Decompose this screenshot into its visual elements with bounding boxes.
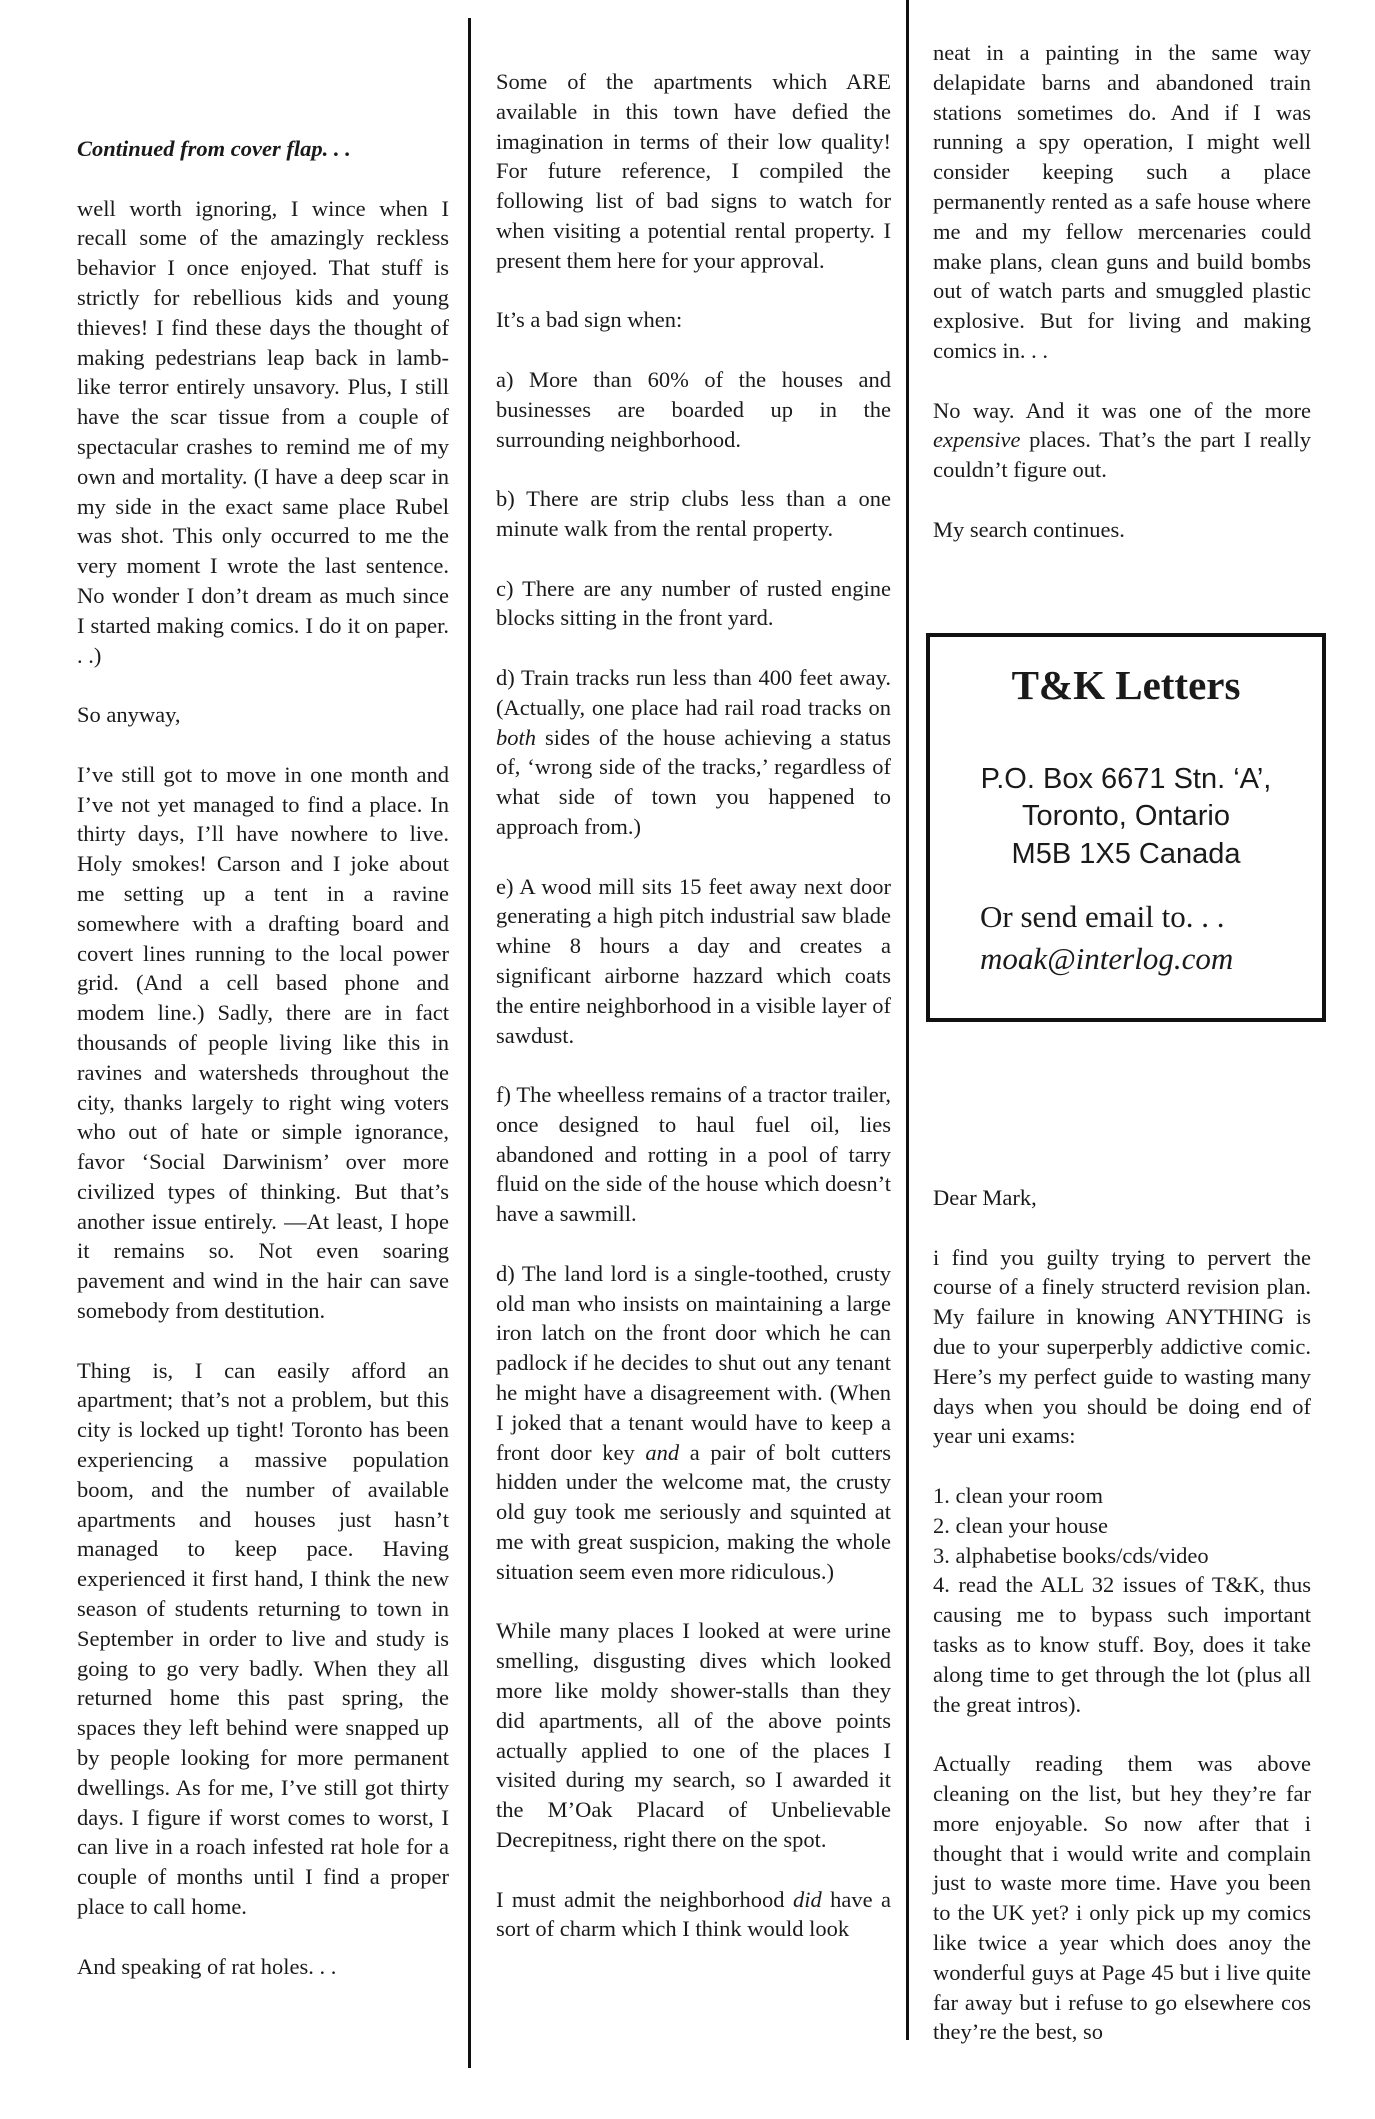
list-item — [496, 1259, 891, 1587]
text: have a sort of charm which I think would look — [496, 1886, 891, 1942]
emphasis: did — [792, 1886, 822, 1912]
column-divider — [906, 0, 909, 2040]
list-item: 2. clean your house — [933, 1512, 1108, 1538]
box-title: T&K Letters — [1011, 662, 1241, 708]
address-line: Toronto, Ontario — [1022, 800, 1230, 832]
column-2 — [496, 67, 891, 1974]
column-3 — [933, 38, 1311, 574]
text: I must admit the neighborhood — [496, 1886, 793, 1912]
column-divider — [468, 18, 471, 2068]
paragraph: I’ve still got to move in one month and I’ve not yet managed to find a place. In thirty days, I’ll have nowhere to live. Holy smokes! Carson and I joke about me setting up a tent in a ravine somewhere with a drafting board and covert lines running to the local power grid. (And a cell based phone and modem line.) Sadly, there are in fact thousands of people living like this in ravines and watersheds throughout the city, thanks largely to right wing voters who out of hate or simple ignorance, favor ‘Social Darwinism’ over more civilized types of thinking. But that’s another issue entirely. —At least, I hope it remains so. Not even soaring pavement and wind in the hair can save somebody from destitution. — [77, 761, 449, 1324]
reader-letter — [933, 1183, 1311, 2077]
text: a pair of bolt cutters hidden under the welcome mat, the crusty old guy took me seriously and squinted at me with great suspicion, making the whole situation seem even more ridiculous.) — [496, 1439, 892, 1584]
column-1 — [77, 134, 449, 2011]
list-item: f) The wheelless remains of a tractor trailer, once designed to haul fuel oil, lies abandoned and rotting in a pool of tarry fluid on the side of the house which doesn’t have a sawmill. — [496, 1082, 891, 1227]
paragraph: My search continues. — [933, 516, 1125, 542]
paragraph: Some of the apartments which ARE available in this town have defied the imagination in terms of their low quality! For future reference, I compiled the following list of bad signs to watch for when visiting a potential rental property. I present them here for your approval. — [496, 69, 891, 273]
list-item: a) More than 60% of the houses and businesses are boarded up in the surrounding neighborhood. — [496, 366, 891, 452]
list-item: c) There are any number of rusted engine blocks sitting in the front yard. — [496, 575, 891, 631]
address-line: P.O. Box 6671 Stn. ‘A’, — [980, 763, 1272, 795]
text: d) The land lord is a single-toothed, crusty old man who insists on maintaining a large iron latch on the front door which he can padlock if he decides to shut out any tenant he might have a disagreement with. (When I joked that a tenant would have to keep a front door key — [496, 1260, 891, 1465]
emphasis: both — [496, 724, 537, 750]
continued-heading: Continued from cover flap. . . — [77, 136, 351, 161]
paragraph: well worth ignoring, I wince when I recall some of the amazingly reckless behavior I once enjoyed. That stuff is strictly for rebellious kids and young thieves! I find these days the thought of making pedestrians leap back in lamb-like terror entirely unsavory. Plus, I still have the scar tissue from a couple of spectacular crashes to remind me of my own and mortality. (I have a deep scar in my side in the exact same place Rubel was shot. This only occurred to me the very moment I wrote the last sentence. No wonder I don’t dream as much since I started making comics. I do it on paper. . .) — [77, 195, 449, 668]
paragraph: i find you guilty trying to pervert the course of a finely structerd revision plan. My failure in knowing ANYTHING is due to your superperbly addictive comic. Here’s my perfect guide to wasting many days when you should be doing end of year uni exams: — [933, 1244, 1311, 1449]
letter-list — [933, 1481, 1311, 1719]
list-item — [496, 663, 891, 842]
paragraph — [933, 396, 1311, 485]
text: places. That’s the part I really couldn’t figure out. — [933, 427, 1311, 483]
paragraph: And speaking of rat holes. . . — [77, 1953, 337, 1979]
emphasis: and — [645, 1439, 680, 1465]
list-item: 4. read the ALL 32 issues of T&K, thus causing me to bypass such important tasks as to know stuff. Boy, does it take along time to get through the lot (plus all the great intros). — [933, 1572, 1311, 1717]
paragraph: So anyway, — [77, 702, 181, 728]
text: sides of the house achieving a status of, ‘wrong side of the tracks,’ regardless of what side of town you happened to approach from.) — [496, 724, 891, 839]
list-item: 1. clean your room — [933, 1482, 1103, 1508]
paragraph — [496, 1885, 891, 1945]
list-item: e) A wood mill sits 15 feet away next door generating a high pitch industrial saw blade whine 8 hours a day and creates a significant airborne hazzard which coats the entire neighborhood in a visible layer of sawdust. — [496, 873, 891, 1048]
list-item: 3. alphabetise books/cds/video — [933, 1542, 1209, 1568]
emphasis: expensive — [933, 427, 1021, 453]
address-line: M5B 1X5 Canada — [1011, 838, 1241, 870]
text: No way. And it was one of the more — [933, 397, 1311, 423]
text: d) Train tracks run less than 400 feet away. (Actually, one place had rail road tracks on — [496, 664, 891, 720]
letters-address-box — [926, 633, 1326, 1022]
email-lead: Or send email to. . . — [980, 899, 1225, 934]
email-address: moak@interlog.com — [980, 941, 1234, 976]
paragraph: neat in a painting in the same way delapidate barns and abandoned train stations sometimes do. And if I was running a spy operation, I might well consider keeping such a place permanently rented as a safe house where me and my fellow mercenaries could make plans, clean guns and build bombs out of watch parts and smuggled plastic explosive. But for living and making comics in. . . — [933, 40, 1311, 363]
paragraph: Thing is, I can easily afford an apartment; that’s not a problem, but this city is locked up tight! Toronto has been experiencing a massive population boom, and the number of available apartments and houses just hasn’t managed to keep pace. Having experienced it first hand, I think the new season of students returning to town in September in order to live and study is going to go very badly. When they all returned home this past spring, the spaces they left behind were snapped up by people looking for more permanent dwellings. As for me, I’ve still got thirty days. I figure if worst comes to worst, I can live in a roach infested rat hole for a couple of months until I find a proper place to call home. — [77, 1357, 449, 1920]
paragraph: Actually reading them was above cleaning on the list, but hey they’re far more enjoyable. So now after that i thought that i would write and complain just to waste more time. Have you been to the UK yet? i only pick up my comics like twice a year which does anoy the wonderful guys at Page 45 but i live quite far away but i refuse to go elsewhere cos they’re the best, so — [933, 1751, 1311, 2045]
paragraph: While many places I looked at were urine smelling, disgusting dives which looked more like moldy shower-stalls than they did apartments, all of the above points actually applied to one of the places I visited during my search, so I awarded it the M’Oak Placard of Unbelievable Decrepitness, right there on the spot. — [496, 1618, 891, 1853]
paragraph: It’s a bad sign when: — [496, 307, 683, 333]
salutation: Dear Mark, — [933, 1185, 1037, 1210]
list-item: b) There are strip clubs less than a one minute walk from the rental property. — [496, 486, 891, 541]
